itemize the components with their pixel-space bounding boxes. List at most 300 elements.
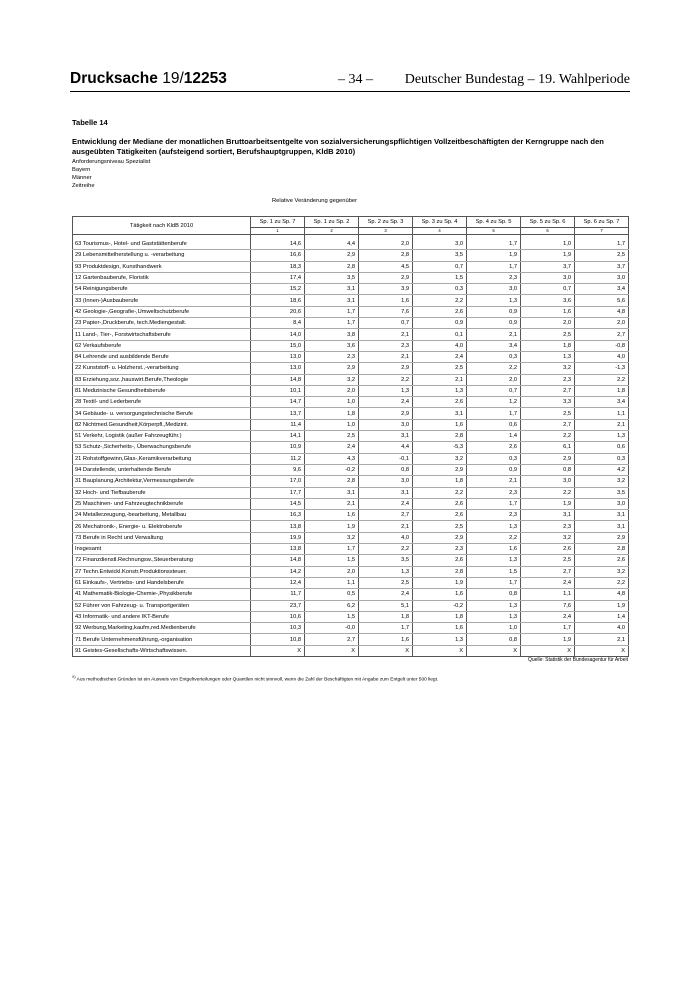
table-row	[73, 408, 629, 419]
cell-value: 4,5	[359, 261, 413, 272]
cell-value: 3,2	[305, 374, 359, 385]
cell-value: 2,1	[413, 374, 467, 385]
cell-value: 3,4	[575, 397, 629, 408]
cell-value: 2,1	[359, 329, 413, 340]
cell-value: 14,6	[251, 239, 305, 250]
cell-value: 2,6	[413, 397, 467, 408]
cell-value: 2,1	[305, 498, 359, 509]
cell-value: 2,6	[413, 498, 467, 509]
cell-value: 1,8	[305, 408, 359, 419]
cell-value: 2,9	[305, 363, 359, 374]
cell-value: X	[413, 645, 467, 656]
row-label: 51 Verkehr, Logistik (außer Fahrzeugführ.)	[73, 431, 251, 442]
column-number-2: 2	[305, 227, 359, 234]
row-label: 83 Erziehung,soz.,hauswirt.Berufe,Theologie	[73, 374, 251, 385]
cell-value: 1,9	[575, 600, 629, 611]
cell-value: 2,6	[521, 544, 575, 555]
cell-value: 1,6	[359, 295, 413, 306]
cell-value: 23,7	[251, 600, 305, 611]
cell-value: 2,3	[521, 374, 575, 385]
row-label: 26 Mechatronik-, Energie- u. Elektroberufe	[73, 521, 251, 532]
cell-value: 11,7	[251, 589, 305, 600]
cell-value: 2,5	[575, 250, 629, 261]
cell-value: 2,3	[359, 340, 413, 351]
row-label: 93 Produktdesign, Kunsthandwerk	[73, 261, 251, 272]
row-label: 54 Reinigungsberufe	[73, 284, 251, 295]
cell-value: 0,7	[521, 284, 575, 295]
cell-value: 3,1	[305, 487, 359, 498]
cell-value: 2,8	[575, 544, 629, 555]
cell-value: 1,8	[413, 611, 467, 622]
cell-value: 3,2	[521, 363, 575, 374]
cell-value: 1,3	[467, 555, 521, 566]
cell-value: 6,2	[305, 600, 359, 611]
cell-value: 2,4	[413, 351, 467, 362]
cell-value: 0,7	[359, 318, 413, 329]
table-row	[73, 351, 629, 362]
cell-value: 2,8	[305, 476, 359, 487]
cell-value: 2,7	[521, 385, 575, 396]
cell-value: 3,2	[521, 532, 575, 543]
cell-value: 3,2	[305, 532, 359, 543]
cell-value: 15,0	[251, 340, 305, 351]
cell-value: 1,7	[521, 623, 575, 634]
cell-value: 16,6	[251, 250, 305, 261]
cell-value: 13,7	[251, 408, 305, 419]
cell-value: 2,2	[359, 544, 413, 555]
row-label: 27 Techn.Entwickl.Konstr.Produktionssteuer.	[73, 566, 251, 577]
cell-value: 0,7	[467, 385, 521, 396]
cell-value: 2,8	[305, 261, 359, 272]
cell-value: 1,7	[359, 623, 413, 634]
column-header-sp-6: Sp. 5 zu Sp. 6	[521, 217, 575, 228]
cell-value: 18,3	[251, 261, 305, 272]
row-label: 53 Schutz-,Sicherheits-, Überwachungsberufe	[73, 442, 251, 453]
cell-value: 1,9	[305, 521, 359, 532]
row-label: 29 Lebensmittelherstellung u. -verarbeitung	[73, 250, 251, 261]
cell-value: X	[359, 645, 413, 656]
cell-value: 1,4	[575, 611, 629, 622]
cell-value: -5,3	[413, 442, 467, 453]
cell-value: 1,7	[467, 577, 521, 588]
column-number-4: 4	[413, 227, 467, 234]
cell-value: 2,9	[359, 408, 413, 419]
cell-value: 9,6	[251, 464, 305, 475]
cell-value: 0,9	[467, 306, 521, 317]
cell-value: 13,0	[251, 351, 305, 362]
cell-value: 2,7	[521, 419, 575, 430]
cell-value: 2,3	[305, 351, 359, 362]
row-label: Insgesamt	[73, 544, 251, 555]
cell-value: 2,9	[413, 532, 467, 543]
cell-value: 2,2	[467, 532, 521, 543]
cell-value: 3,9	[359, 284, 413, 295]
cell-value: 1,3	[359, 566, 413, 577]
cell-value: 1,7	[305, 318, 359, 329]
table-row	[73, 419, 629, 430]
cell-value: 0,3	[467, 351, 521, 362]
cell-value: 3,1	[413, 408, 467, 419]
table-row	[73, 442, 629, 453]
cell-value: 3,1	[359, 487, 413, 498]
cell-value: 1,3	[467, 611, 521, 622]
data-table	[72, 216, 629, 657]
cell-value: 1,6	[359, 634, 413, 645]
column-header-sp-4: Sp. 3 zu Sp. 4	[413, 217, 467, 228]
cell-value: 2,2	[521, 487, 575, 498]
cell-value: 2,3	[467, 272, 521, 283]
cell-value: 1,2	[467, 397, 521, 408]
table-row	[73, 431, 629, 442]
cell-value: 2,1	[467, 329, 521, 340]
cell-value: 3,1	[359, 431, 413, 442]
cell-value: 2,8	[359, 250, 413, 261]
cell-value: 1,8	[575, 385, 629, 396]
cell-value: 13,8	[251, 521, 305, 532]
row-label: 21 Rohstoffgewinn,Glas-,Keramikverarbeitung	[73, 453, 251, 464]
cell-value: 2,8	[413, 431, 467, 442]
cell-value: 0,9	[467, 464, 521, 475]
cell-value: 1,7	[305, 306, 359, 317]
cell-value: 12,4	[251, 577, 305, 588]
cell-value: 4,2	[575, 464, 629, 475]
cell-value: 17,0	[251, 476, 305, 487]
cell-value: -0,2	[305, 464, 359, 475]
cell-value: 3,4	[575, 284, 629, 295]
cell-value: 2,2	[575, 577, 629, 588]
table-row	[73, 306, 629, 317]
cell-value: 1,7	[467, 239, 521, 250]
cell-value: 2,5	[521, 408, 575, 419]
table-row	[73, 340, 629, 351]
table-row	[73, 532, 629, 543]
header-rule	[70, 91, 630, 92]
cell-value: 2,4	[359, 397, 413, 408]
cell-value: 1,3	[467, 521, 521, 532]
cell-value: 10,3	[251, 623, 305, 634]
cell-value: 2,3	[413, 544, 467, 555]
cell-value: 2,5	[413, 521, 467, 532]
cell-value: 4,0	[575, 623, 629, 634]
table-row	[73, 600, 629, 611]
cell-value: 1,5	[413, 272, 467, 283]
cell-value: 2,2	[413, 295, 467, 306]
row-label: 52 Führer von Fahrzeug- u. Transportgeräten	[73, 600, 251, 611]
column-header-sp-5: Sp. 4 zu Sp. 5	[467, 217, 521, 228]
row-label: 22 Kunststoff- u. Holzherst.,-verarbeitung	[73, 363, 251, 374]
cell-value: 1,3	[521, 351, 575, 362]
meta-region: Bayern	[72, 167, 91, 173]
table-row	[73, 566, 629, 577]
row-label: 73 Berufe in Recht und Verwaltung	[73, 532, 251, 543]
cell-value: 2,4	[521, 611, 575, 622]
row-label: 84 Lehrende und ausbildende Berufe	[73, 351, 251, 362]
cell-value: 1,9	[467, 250, 521, 261]
document-number: Drucksache 19/12253	[70, 70, 227, 87]
cell-value: 3,2	[413, 453, 467, 464]
cell-value: 10,1	[251, 385, 305, 396]
cell-value: 5,6	[575, 295, 629, 306]
table-row	[73, 239, 629, 250]
cell-value: 3,1	[575, 521, 629, 532]
cell-value: 1,7	[467, 261, 521, 272]
row-label: 25 Maschinen- und Fahrzeugtechnikberufe	[73, 498, 251, 509]
cell-value: 2,7	[359, 510, 413, 521]
cell-value: 3,2	[575, 476, 629, 487]
cell-value: 1,7	[575, 239, 629, 250]
cell-value: 4,8	[575, 589, 629, 600]
row-label: 28 Textil- und Lederberufe	[73, 397, 251, 408]
table-row	[73, 589, 629, 600]
cell-value: 1,3	[413, 385, 467, 396]
cell-value: 1,6	[413, 589, 467, 600]
row-label: 91 Geistes-Gesellschafts-Wirtschaftswissen.	[73, 645, 251, 656]
cell-value: 2,9	[305, 250, 359, 261]
cell-value: 2,2	[413, 487, 467, 498]
cell-value: -0,1	[359, 453, 413, 464]
cell-value: 3,0	[359, 476, 413, 487]
column-number-6: 6	[521, 227, 575, 234]
cell-value: 1,9	[521, 634, 575, 645]
table-row	[73, 577, 629, 588]
cell-value: 15,2	[251, 284, 305, 295]
row-label: 33 (Innen-)Ausbauberufe	[73, 295, 251, 306]
cell-value: 2,1	[359, 521, 413, 532]
cell-value: 0,9	[467, 318, 521, 329]
cell-value: 10,8	[251, 634, 305, 645]
cell-value: 2,7	[305, 634, 359, 645]
cell-value: 0,3	[467, 453, 521, 464]
cell-value: 2,2	[359, 374, 413, 385]
cell-value: 1,7	[467, 498, 521, 509]
cell-value: 2,5	[359, 577, 413, 588]
table-label: Tabelle 14	[72, 118, 108, 127]
row-label: 43 Informatik- und andere IKT-Berufe	[73, 611, 251, 622]
cell-value: 1,7	[467, 408, 521, 419]
cell-value: 1,5	[305, 555, 359, 566]
row-label: 92 Werbung,Marketing,kaufm,red.Medienberufe	[73, 623, 251, 634]
cell-value: 8,4	[251, 318, 305, 329]
page-header	[70, 66, 630, 88]
cell-value: 1,3	[467, 295, 521, 306]
table-row	[73, 284, 629, 295]
column-number-3: 3	[359, 227, 413, 234]
cell-value: 1,0	[521, 239, 575, 250]
cell-value: 3,1	[521, 510, 575, 521]
cell-value: 2,6	[413, 510, 467, 521]
table-row	[73, 318, 629, 329]
cell-value: 2,2	[521, 431, 575, 442]
column-header-activity: Tätigkeit nach KldB 2010	[73, 217, 251, 235]
row-label: 81 Medizinische Gesundheitsberufe	[73, 385, 251, 396]
cell-value: 5,1	[359, 600, 413, 611]
cell-value: 3,5	[413, 250, 467, 261]
row-label: 24 Metallerzeugung,-bearbeitung, Metallbau	[73, 510, 251, 521]
cell-value: 3,1	[305, 284, 359, 295]
cell-value: 1,5	[305, 611, 359, 622]
column-header-sp-3: Sp. 2 zu Sp. 3	[359, 217, 413, 228]
row-label: 71 Berufe Unternehmensführung,-organisation	[73, 634, 251, 645]
cell-value: 0,6	[575, 442, 629, 453]
cell-value: 1,9	[521, 250, 575, 261]
cell-value: 2,4	[305, 442, 359, 453]
cell-value: 13,0	[251, 363, 305, 374]
cell-value: 11,4	[251, 419, 305, 430]
cell-value: 14,2	[251, 566, 305, 577]
table-row	[73, 487, 629, 498]
column-header-sp-2: Sp. 1 zu Sp. 2	[305, 217, 359, 228]
cell-value: 0,7	[413, 261, 467, 272]
cell-value: 1,0	[467, 623, 521, 634]
table-row	[73, 623, 629, 634]
cell-value: 2,9	[575, 532, 629, 543]
cell-value: 2,9	[413, 464, 467, 475]
cell-value: 2,9	[359, 363, 413, 374]
cell-value: 0,3	[575, 453, 629, 464]
cell-value: 14,1	[251, 431, 305, 442]
cell-value: 2,0	[305, 566, 359, 577]
table-row	[73, 521, 629, 532]
row-label: 94 Darstellende, unterhaltende Berufe	[73, 464, 251, 475]
cell-value: 3,0	[521, 476, 575, 487]
cell-value: 0,3	[413, 284, 467, 295]
column-number-7: 7	[575, 227, 629, 234]
cell-value: 3,0	[467, 284, 521, 295]
cell-value: 2,0	[575, 318, 629, 329]
cell-value: X	[305, 645, 359, 656]
cell-value: 2,3	[467, 510, 521, 521]
cell-value: 14,0	[251, 329, 305, 340]
table-row	[73, 634, 629, 645]
cell-value: 3,4	[467, 340, 521, 351]
column-number-5: 5	[467, 227, 521, 234]
cell-value: 2,6	[575, 555, 629, 566]
cell-value: X	[251, 645, 305, 656]
cell-value: 2,0	[305, 385, 359, 396]
cell-value: 3,3	[521, 397, 575, 408]
source-note: Quelle: Statistik der Bundesagentur für Arbeit	[527, 657, 628, 663]
table-row	[73, 645, 629, 656]
cell-value: 4,0	[575, 351, 629, 362]
cell-value: 1,6	[305, 510, 359, 521]
table-row	[73, 374, 629, 385]
cell-value: 2,5	[521, 555, 575, 566]
meta-gender: Männer	[72, 175, 92, 181]
table-row	[73, 363, 629, 374]
row-label: 61 Einkaufs-, Vertriebs- und Handelsberufe	[73, 577, 251, 588]
column-number-1: 1	[251, 227, 305, 234]
cell-value: 2,6	[413, 306, 467, 317]
cell-value: 2,1	[467, 476, 521, 487]
cell-value: 3,7	[521, 261, 575, 272]
column-header-sp-1: Sp. 1 zu Sp. 7	[251, 217, 305, 228]
cell-value: 7,6	[359, 306, 413, 317]
cell-value: -0,8	[575, 340, 629, 351]
table-title: Entwicklung der Mediane der monatlichen Bruttoarbeitsentgelte von sozialversicherungspflichtigen Vollzeitbeschäftigten der Kerngruppe nach den ausgeübten Tätigkeiten (aufsteigend sortiert, Berufshauptgruppen, KldB 2010)	[72, 137, 604, 156]
cell-value: 1,1	[575, 408, 629, 419]
footnote: $^{X)}$ Aus methodischen Gründen ist ein Ausweis von Entgeltverteilungen oder Quantilen nicht sinnvoll, wenn die Zahl der Beschäftigten mit Angabe zum Entgelt unter 500 liegt.	[72, 675, 439, 683]
cell-value: X	[521, 645, 575, 656]
publisher: Deutscher Bundestag – 19. Wahlperiode	[404, 72, 630, 87]
cell-value: 2,5	[305, 431, 359, 442]
cell-value: 3,7	[575, 261, 629, 272]
cell-value: 3,0	[575, 498, 629, 509]
table-row	[73, 329, 629, 340]
cell-value: 14,8	[251, 555, 305, 566]
meta-type: Zeitreihe	[72, 183, 95, 189]
table-row	[73, 250, 629, 261]
cell-value: 3,0	[359, 419, 413, 430]
cell-value: 14,7	[251, 397, 305, 408]
cell-value: 2,9	[359, 272, 413, 283]
row-label: 62 Verkaufsberufe	[73, 340, 251, 351]
cell-value: 4,8	[575, 306, 629, 317]
cell-value: 0,1	[413, 329, 467, 340]
cell-value: 16,3	[251, 510, 305, 521]
table-row	[73, 510, 629, 521]
table-row	[73, 272, 629, 283]
table-row	[73, 295, 629, 306]
cell-value: 2,6	[413, 555, 467, 566]
table-row	[73, 544, 629, 555]
cell-value: 3,0	[521, 272, 575, 283]
cell-value: -1,3	[575, 363, 629, 374]
cell-value: 1,5	[467, 566, 521, 577]
cell-value: 6,1	[521, 442, 575, 453]
row-label: 34 Gebäude- u. versorgungstechnische Berufe	[73, 408, 251, 419]
cell-value: 2,1	[575, 419, 629, 430]
cell-value: -0,2	[413, 600, 467, 611]
cell-value: 4,0	[359, 532, 413, 543]
cell-value: 1,1	[521, 589, 575, 600]
table-row	[73, 464, 629, 475]
cell-value: 3,8	[305, 329, 359, 340]
cell-value: 0,8	[521, 464, 575, 475]
cell-value: 0,8	[359, 464, 413, 475]
cell-value: 2,0	[521, 318, 575, 329]
cell-value: 1,6	[413, 419, 467, 430]
row-label: 31 Bauplanung,Architektur,Vermessungsberufe	[73, 476, 251, 487]
cell-value: X	[467, 645, 521, 656]
meta-level: Anforderungsniveau Spezialist	[72, 159, 151, 165]
cell-value: 0,5	[305, 589, 359, 600]
cell-value: 2,0	[467, 374, 521, 385]
table-row	[73, 261, 629, 272]
cell-value: 1,8	[413, 476, 467, 487]
cell-value: 1,0	[305, 397, 359, 408]
cell-value: 1,9	[521, 498, 575, 509]
cell-value: 1,3	[413, 634, 467, 645]
cell-value: 2,0	[359, 239, 413, 250]
cell-value: 1,6	[413, 623, 467, 634]
table-row	[73, 611, 629, 622]
cell-value: 7,6	[521, 600, 575, 611]
cell-value: 2,1	[359, 351, 413, 362]
row-label: 42 Geologie-,Geografie-,Umweltschutzberufe	[73, 306, 251, 317]
table-row	[73, 498, 629, 509]
cell-value: 1,8	[359, 611, 413, 622]
cell-value: 2,3	[467, 487, 521, 498]
cell-value: 1,9	[413, 577, 467, 588]
cell-value: 11,2	[251, 453, 305, 464]
cell-value: 3,5	[359, 555, 413, 566]
cell-value: 1,7	[305, 544, 359, 555]
cell-value: 2,5	[521, 329, 575, 340]
cell-value: 1,0	[305, 419, 359, 430]
table-row	[73, 453, 629, 464]
column-group-caption: Relative Veränderung gegenüber	[272, 198, 358, 204]
cell-value: 1,6	[467, 544, 521, 555]
